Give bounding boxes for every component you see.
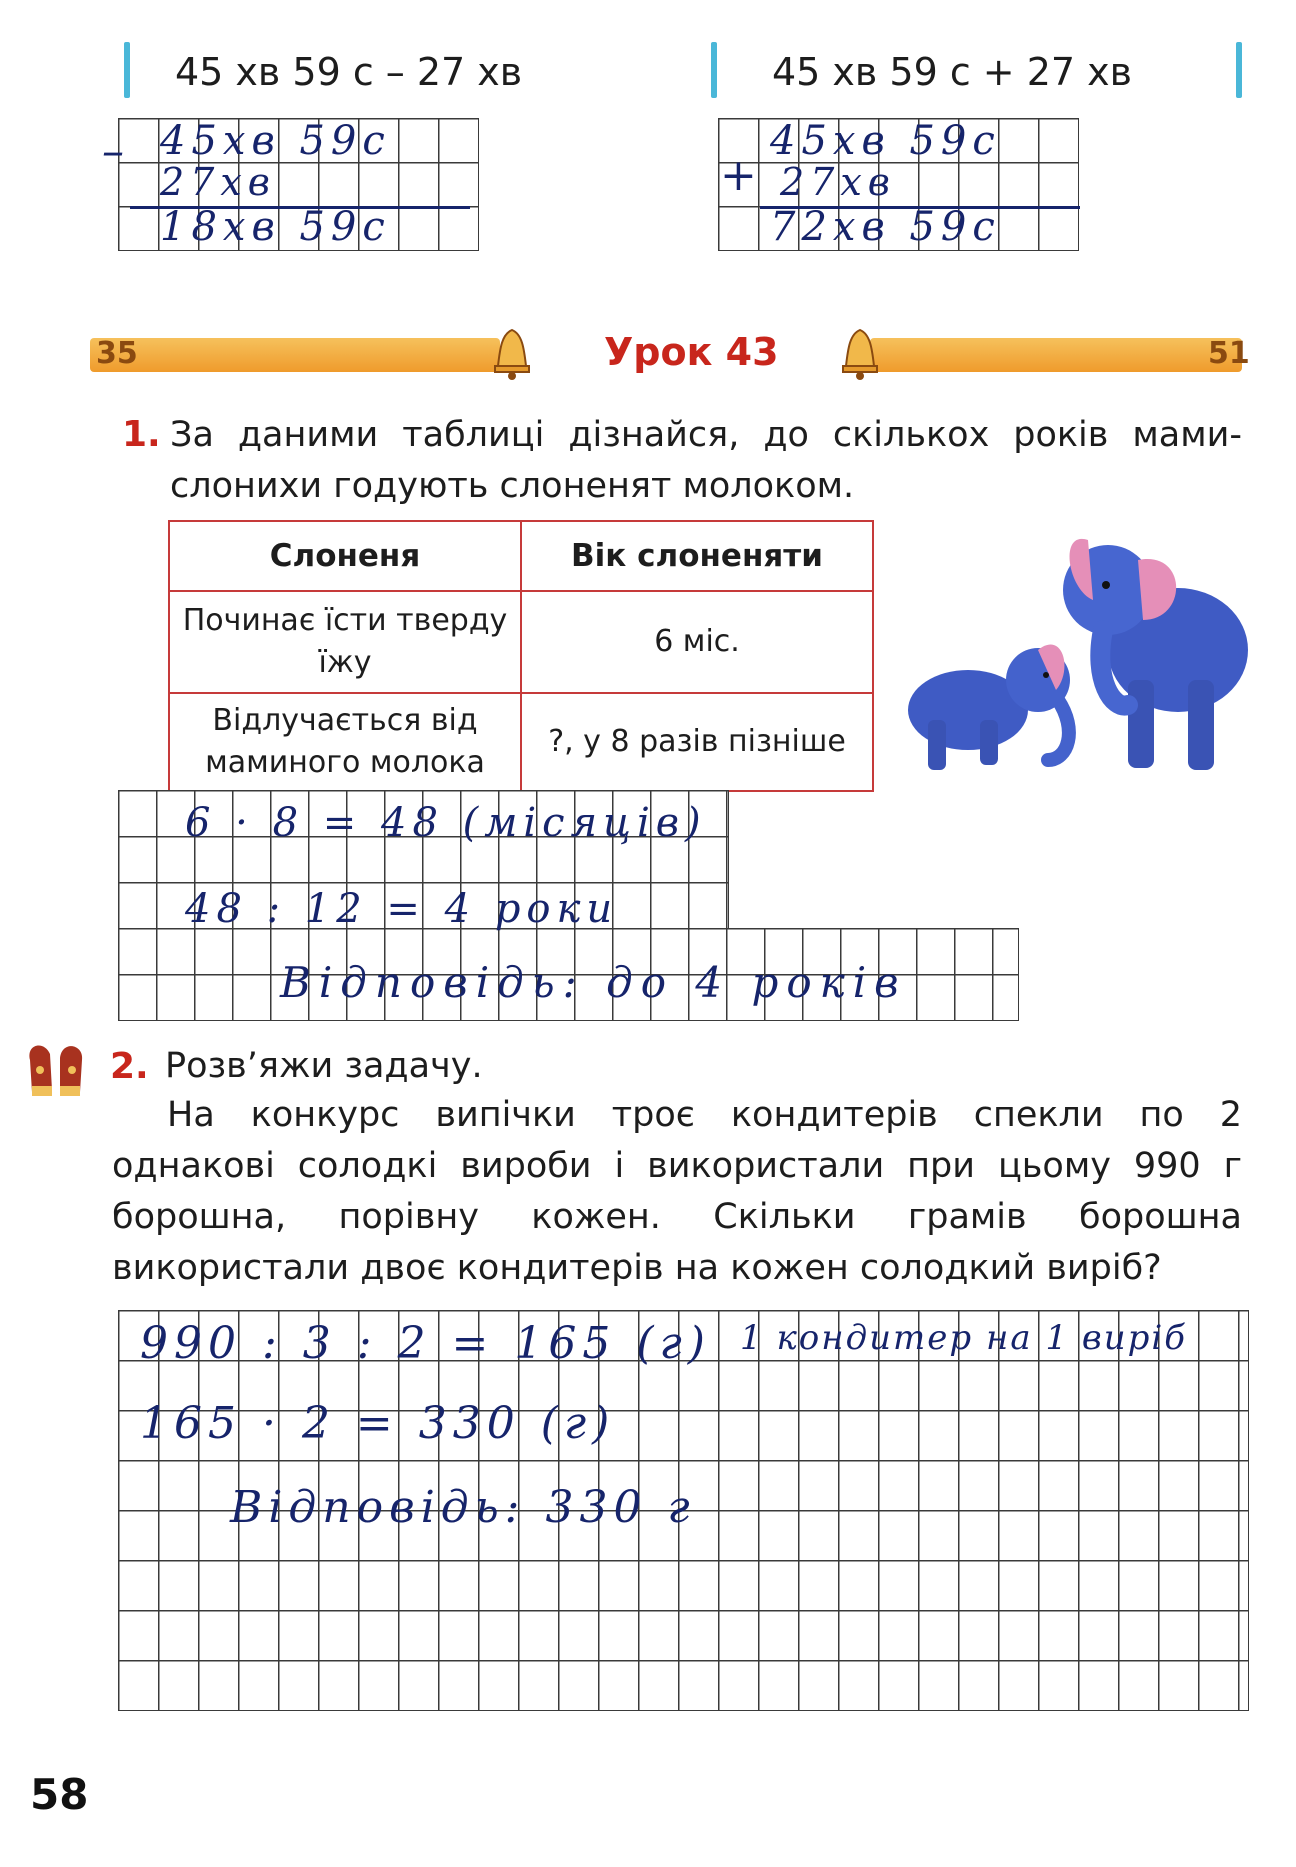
task1-line1: 6 · 8 = 48 (місяців) [185, 800, 707, 846]
left-result: 18хв 59с [160, 204, 391, 250]
table-header: Вік слоненяти [521, 521, 873, 591]
right-line2: 27хв [780, 160, 896, 204]
page-number: 58 [30, 1770, 89, 1819]
left-line1: 45хв 59с [160, 118, 391, 164]
left-line2: 27хв [160, 160, 276, 204]
elephant-table [168, 520, 874, 792]
right-marker-end [1236, 42, 1242, 98]
right-sign: + [720, 150, 763, 201]
task2-number: 2. [110, 1046, 149, 1087]
task2-line2: 165 · 2 = 330 (г) [140, 1398, 616, 1449]
task1-text: За даними таблиці дізнайся, до скількох років мами-слонихи годують слоненят молоком. [170, 415, 1242, 506]
bell-icon-right [840, 326, 880, 382]
left-marker [124, 42, 130, 98]
right-marker [711, 42, 717, 98]
ribbon-right-page: 51 [1208, 336, 1250, 371]
task2-line1: 990 : 3 : 2 = 165 (г) [140, 1318, 711, 1369]
table-cell: ?, у 8 разів пізніше [521, 693, 873, 791]
task2-answer: Відповідь: 330 г [230, 1482, 696, 1533]
task2-title: Розв’яжи задачу. [165, 1046, 483, 1086]
mittens-icon [22, 1040, 92, 1102]
table-header: Слоненя [169, 521, 521, 591]
task1-number: 1. [122, 414, 161, 455]
left-expression: 45 хв 59 с – 27 хв [175, 50, 523, 94]
ribbon-left-page: 35 [96, 336, 138, 371]
task1-answer: Відповідь: до 4 років [280, 958, 907, 1007]
right-result: 72хв 59с [770, 204, 1001, 250]
bell-icon [492, 326, 532, 382]
table-cell: Починає їсти тверду їжу [169, 591, 521, 693]
right-line1: 45хв 59с [770, 118, 1001, 164]
table-cell: 6 міс. [521, 591, 873, 693]
table-cell: Відлучається від маминого молока [169, 693, 521, 791]
lesson-title: Урок 43 [604, 330, 779, 374]
elephants-illustration [888, 530, 1278, 780]
right-expression: 45 хв 59 с + 27 хв [772, 50, 1133, 94]
left-sign: – [102, 126, 130, 177]
ribbon-right [870, 338, 1242, 372]
ribbon-left [90, 338, 500, 372]
task2-note: 1 кондитер на 1 виріб [740, 1318, 1187, 1358]
task1-line2: 48 : 12 = 4 роки [185, 886, 619, 932]
task2-text: На конкурс випічки троє кондитерів спекли по 2 однакові солодкі вироби і використали при цьому 990 г борошна, порівну кожен. Скільки грамів борошна використали двоє кондитерів на кожен солодкий виріб? [112, 1095, 1242, 1288]
